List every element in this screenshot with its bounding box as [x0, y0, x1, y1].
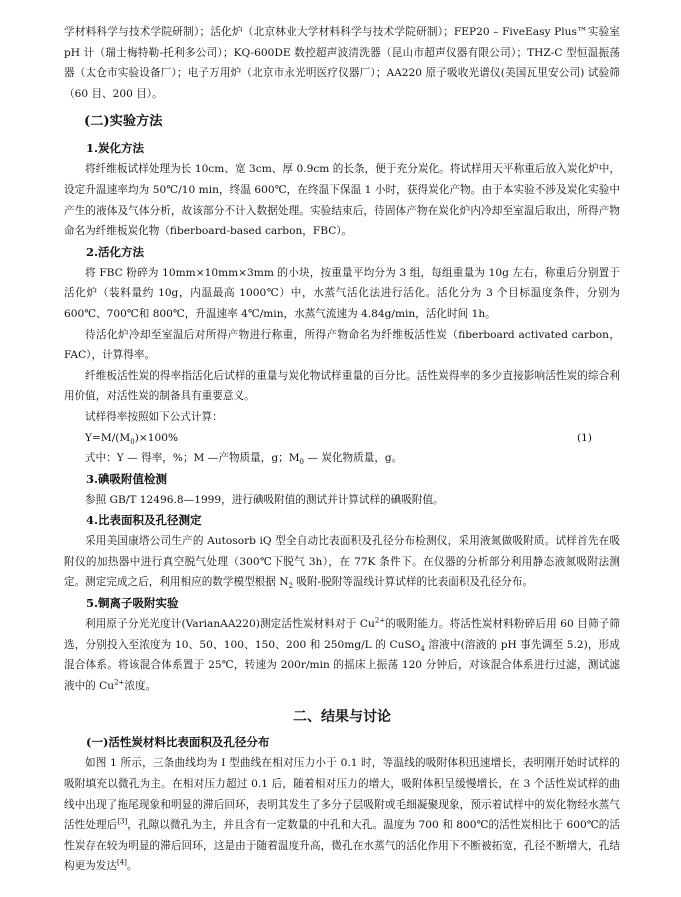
surface-area-paragraph — [64, 531, 620, 593]
copper-text-b: 的吸附能力。将活性炭材料粉碎后用 60 目筛子筛选，分别投入至浓度为 10、50、100、150、200 和 250mg/L 的 CuSO — [64, 618, 620, 651]
iodine-paragraph: 参照 GB/T 12496.8—1999，进行碘吸附值的测试并计算试样的碘吸附值。 — [85, 493, 444, 506]
citation-3: [3] — [117, 817, 128, 826]
section-heading-methods: (二)实验方法 — [84, 114, 163, 130]
results-text-a: 如图 1 所示，三条曲线均为 I 型曲线在相对压力小于 0.1 时，等温线的吸附体积迅速增长，表明刚开始时试样的吸附填充以微孔为主。在相对压力超过 0.1 后，随着相对压力的增大，吸附体积呈缓慢增长，在 3 个活性炭试样的曲线中出现了拖尾现象和明显的滞后回环，表明其发生了多分子层吸附或毛细凝聚现象，预示着试样中的炭化物经水蒸气活性处理后 — [64, 757, 620, 832]
document-page — [64, 22, 620, 877]
subsection-heading-surface-results: (一)活性炭材料比表面积及孔径分布 — [86, 735, 270, 750]
copper-text-d: 浓度。 — [124, 679, 157, 692]
yield-formula-intro: 试样得率按照如下公式计算： — [85, 410, 223, 423]
formula-legend-text: 式中：Y — 得率，%；M —产物质量，g；M — [85, 452, 300, 465]
activation-paragraph-3: 纤维板活性炭的得率指活化后试样的重量与炭化物试样重量的百分比。活性炭得率的多少直接影响活性炭的综合利用价值，对活性炭的制备具有重要意义。 — [64, 369, 620, 403]
formula-legend-subscript: 0 — [299, 458, 305, 467]
section-heading-results: 二、结果与讨论 — [293, 709, 391, 726]
formula-lhs: Y=M/(M — [85, 431, 131, 444]
formula-legend — [64, 448, 620, 469]
formula-subscript: 0 — [130, 437, 135, 446]
surface-text-a: 采用美国康塔公司生产的 Autosorb iQ 型全自动比表面积及孔径分布检测仪，采用液氮做吸附质。试样首先在吸附仪的加热器中进行真空脱气处理（300℃下脱气 3h），在 77K 条件下。在仪器的分析部分利用静态液氮吸附法测定。测定完成之后，利用相应的数学模型根据 N — [64, 535, 620, 589]
results-paragraph — [64, 753, 620, 877]
yield-formula — [64, 428, 620, 449]
subsection-heading-activation: 2.活化方法 — [86, 244, 145, 259]
surface-text-b: 吸附-脱附等温线计算试样的比表面积及孔径分布。 — [292, 576, 533, 589]
materials-paragraph: 学材料科学与技术学院研制）；活化炉（北京林业大学材料科学与技术学院研制）；FEP20 – FiveEasy Plus™实验室 pH 计（瑞士梅特勒-托利多公司）；KQ-600DE 数控超声波清洗器（昆山市超声仪器有限公司）；THZ-C 型恒温振荡器（太仓市实验设备厂）；电子万用炉（北京市永光明医疗仪器厂）；AA220 原子吸收光谱仪(美国瓦里安公司) 试验筛（60 目、200 目）。 — [64, 26, 620, 100]
equation-number: (1) — [576, 431, 592, 444]
carbonization-paragraph: 将纤维板试样处理为长 10cm、宽 3cm、厚 0.9cm 的长条，便于充分炭化。将试样用天平称重后放入炭化炉中，设定升温速率均为 50℃/10 min，终温 600℃，在终温下保温 1 小时，获得炭化产物。由于本实验不涉及炭化实验中产生的液体及气体分析，故该部分不计入数据处理。实验结束后，待固体产物在炭化炉内冷却至室温后取出，所得产物命名为纤维板炭化物（fiberboard-based carbon，FBC）。 — [64, 163, 620, 238]
subsection-heading-iodine: 3.碘吸附值检测 — [86, 471, 168, 486]
results-text-c: 。 — [126, 860, 138, 873]
subsection-heading-carbonization: 1.炭化方法 — [86, 141, 145, 156]
surface-subscript: 2 — [288, 582, 293, 591]
results-text-b: ，孔隙以微孔为主，并且含有一定数量的中孔和大孔。温度为 700 和 800℃的活性炭相比于 600℃的活性炭存在较为明显的滞后回环，这是由于随着温度升高，微孔在水蒸气的活化作用下不断被拓宽，孔径不断增大，孔结构更为发达 — [64, 819, 620, 873]
copper-superscript-2: 2+ — [114, 678, 125, 687]
copper-superscript-1: 2+ — [374, 616, 386, 625]
formula-legend-tail: — 炭化物质量，g。 — [304, 452, 403, 465]
activation-paragraph-1: 将 FBC 粉碎为 10mm×10mm×3mm 的小块，按重量平均分为 3 组，每组重量为 10g 左右，称重后分别置于活化炉（装料量约 10g，内温最高 1000℃）中，水蒸气活化法进行活化。活化分为 3 个目标温度条件，分别为 600℃、700℃和 800℃，升温速率 4℃/min，水蒸气流速为 4.84g/min，活化时间 1h。 — [64, 266, 620, 320]
citation-4: [4] — [116, 858, 127, 867]
copper-subscript: 4 — [420, 644, 425, 653]
copper-text-c: 溶液中(溶液的 pH 事先调至 5.2)，形成混合体系。将该混合体系置于 25℃，转速为 200r/min 的摇床上振荡 120 分钟后，对该混合体系进行过滤，测试滤液中的 Cu — [64, 638, 620, 692]
activation-paragraph-2: 待活化炉冷却至室温后对所得产物进行称重，所得产物命名为纤维板活性炭（fiberboard activated carbon，FAC），计算得率。 — [64, 328, 620, 362]
subsection-heading-copper: 5.铜离子吸附实验 — [86, 596, 179, 611]
subsection-heading-surface-area: 4.比表面积及孔径测定 — [86, 513, 202, 528]
formula-rhs: )×100% — [134, 431, 179, 444]
copper-text-a: 利用原子分光光度计(VarianAA220)测定活性炭材料对于 Cu — [85, 618, 375, 631]
copper-paragraph — [64, 614, 620, 696]
